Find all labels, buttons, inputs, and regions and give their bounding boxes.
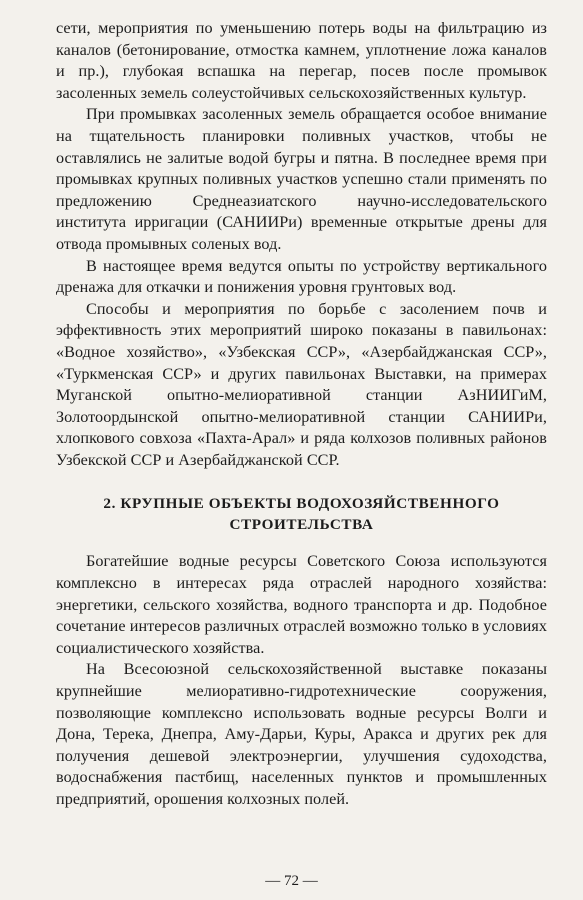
paragraph-water-resources: Богатейшие водные ресурсы Советского Союза используются комплексно в интересах ряда отраслей народного хозяйства: энергетики, сельского хозяйства, водного транспорта и др. Подобное сочетание интересов различных отраслей возможно только в условиях социалистического хозяйства.: [56, 552, 547, 657]
section-heading-line-2: СТРОИТЕЛЬСТВА: [229, 516, 374, 534]
paragraph-leaching-planning: При промывках засоленных земель обращается особое внимание на тщательность планировки поливных участков, чтобы не оставлялись не залитые водой бугры и пятна. В последнее время при промывках крупных поливных участков успешно стали применять по предложению Среднеазиатского научно-исследовательского института ирригации (САНИИРи) временные открытые дрены для отвода промывных соленых вод.: [56, 105, 547, 253]
paragraph-hydro-structures: На Всесоюзной сельскохозяйственной выставке показаны крупнейшие мелиоративно-гидротехнические сооружения, позволяющие комплексно использовать водные ресурсы Волги и Дона, Терека, Днепра, Аму-Дарьи, Куры, Аракса и других рек для получения дешевой электроэнергии, улучшения судоходства, водоснабжения пастбищ, населенных пунктов и промышленных предприятий, орошения колхозных полей.: [56, 660, 547, 808]
section-heading: [56, 493, 547, 535]
paragraph-vertical-drainage: В настоящее время ведутся опыты по устройству вертикального дренажа для откачки и понижения уровня грунтовых вод.: [56, 256, 547, 297]
section-heading-line-1: 2. КРУПНЫЕ ОБЪЕКТЫ ВОДОХОЗЯЙСТВЕННОГО: [103, 495, 500, 513]
page-number: — 72 —: [265, 873, 318, 889]
paragraph-continuation: сети, мероприятия по уменьшению потерь воды на фильтрацию из каналов (бетонирование, отмостка камнем, уплотнение ложа каналов и пр.), глубокая вспашка на перегар, посев после промывок засоленных земель солеустойчивых сельскохозяйственных культур.: [56, 19, 547, 102]
paragraph-exhibition-pavilions: Способы и мероприятия по борьбе с засолением почв и эффективность этих мероприятий широко показаны в павильонах: «Водное хозяйство», «Узбекская ССР», «Азербайджанская ССР», «Туркменская ССР» и других павильонах Выставки, на примерах Муганской опытно-мелиоративной станции АзНИИГиМ, Золотоордынской опытно-мелиоративной станции САНИИРи, хлопкового совхоза «Пахта-Арал» и ряда колхозов поливных районов Узбекской ССР и Азербайджанской ССР.: [56, 299, 547, 469]
